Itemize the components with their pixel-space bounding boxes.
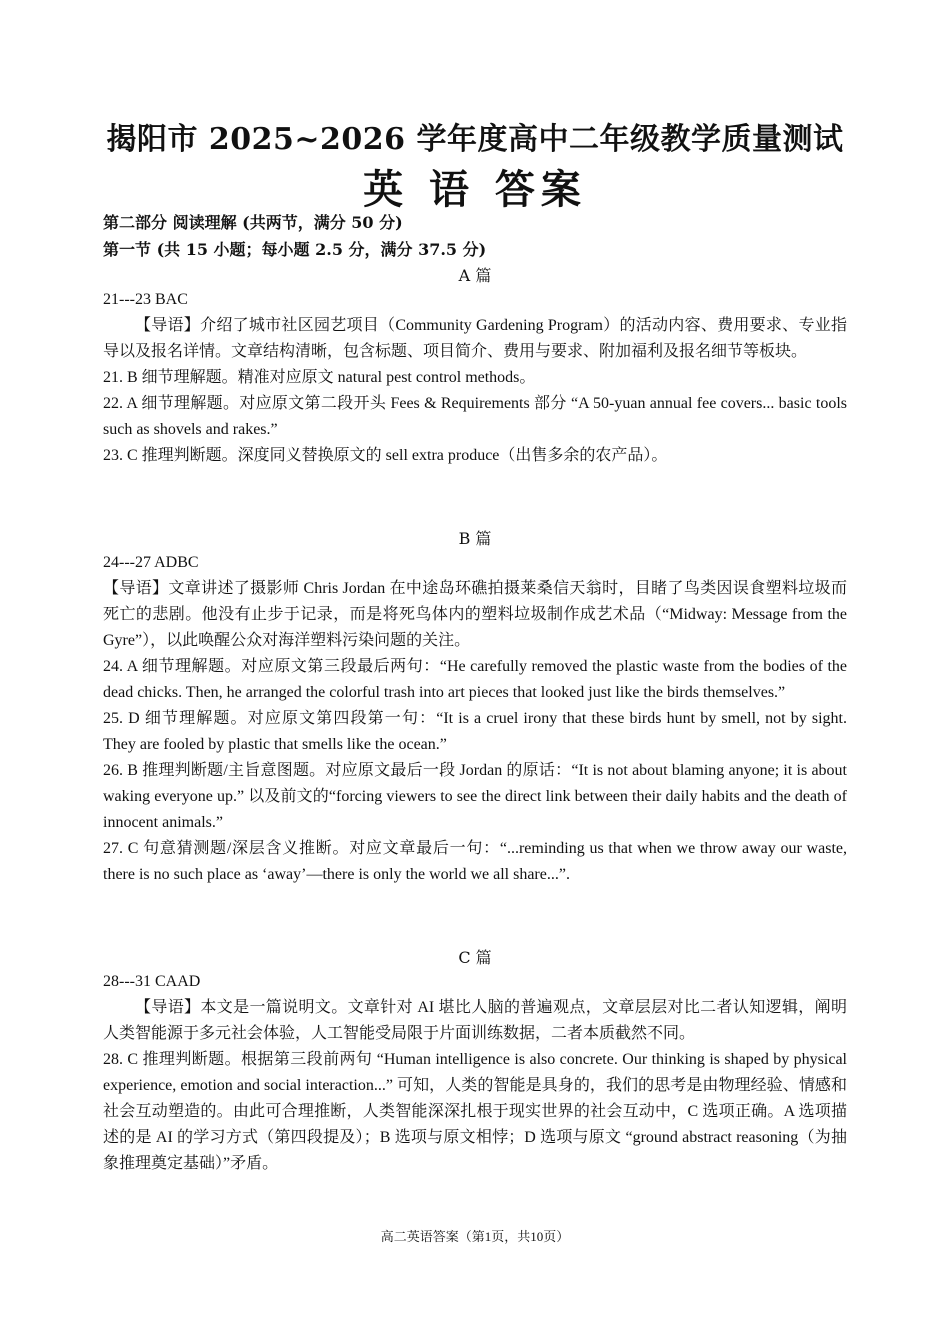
question-22-explanation: 22. A 细节理解题。对应原文第二段开头 Fees & Requirements 部分 “A 50-yuan annual fee covers... basic tools such as shovels and rakes.”	[103, 395, 847, 438]
passage-c-answers: 28---31 CAAD	[103, 973, 201, 990]
passage-a-heading: A 篇	[458, 266, 492, 285]
question-25-explanation: 25. D 细节理解题。对应原文第四段第一句：“It is a cruel irony that these birds hunt by smell, not by sight. They are fooled by plastic that smells like the ocean.”	[103, 710, 847, 753]
question-24-explanation: 24. A 细节理解题。对应原文第三段最后两句：“He carefully removed the plastic waste from the bodies of the dead chicks. Then, he arranged the colorful trash into art pieces that looked just like the birds themselves.”	[103, 658, 847, 701]
passage-c-block	[103, 969, 847, 1177]
passage-b-intro: 【导语】文章讲述了摄影师 Chris Jordan 在中途岛环礁拍摄莱桑信天翁时，目睹了鸟类因误食塑料垃圾而死亡的悲剧。他没有止步于记录，而是将死鸟体内的塑料垃圾制作成艺术品（“Midway: Message from the Gyre”），以此唤醒公众对海洋塑料污染问题的关注。	[103, 580, 847, 649]
passage-c-heading: C 篇	[458, 948, 492, 967]
question-26-explanation: 26. B 推理判断题/主旨意图题。对应原文最后一段 Jordan 的原话：“It is not about blaming anyone; it is about waking everyone up.” 以及前文的“forcing viewers to see the direct link between their daily habits and the death of innocent animals.”	[103, 762, 847, 831]
passage-a-block	[103, 287, 847, 469]
passage-a-intro: 【导语】介绍了城市社区园艺项目（Community Gardening Program）的活动内容、费用要求、专业指导以及报名详情。文章结构清晰，包含标题、项目简介、费用与要求、附加福利及报名细节等板块。	[103, 317, 847, 360]
page-footer: 高二英语答案（第1页，共10页）	[380, 1229, 570, 1244]
section-heading: 第一节 (共 15 小题；每小题 2.5 分，满分 37.5 分)	[103, 240, 487, 259]
page-subtitle: 英 语 答案	[363, 166, 587, 213]
passage-b-block	[103, 550, 847, 888]
question-27-explanation: 27. C 句意猜测题/深层含义推断。对应文章最后一句：“...reminding us that when we throw away our waste, there is no such place as ‘away’—there is only the world we all share...”.	[103, 840, 847, 883]
passage-b-heading: B 篇	[458, 529, 492, 548]
question-21-explanation: 21. B 细节理解题。精准对应原文 natural pest control methods。	[103, 369, 536, 386]
page-title: 揭阳市 2025~2026 学年度高中二年级教学质量测试	[106, 122, 844, 157]
part-heading: 第二部分 阅读理解 (共两节，满分 50 分)	[103, 213, 403, 232]
passage-a-answers: 21---23 BAC	[103, 291, 188, 308]
passage-c-intro: 【导语】本文是一篇说明文。文章针对 AI 堪比人脑的普遍观点，文章层层对比二者认知逻辑，阐明人类智能源于多元社会体验，人工智能受局限于片面训练数据，二者本质截然不同。	[103, 999, 847, 1042]
question-23-explanation: 23. C 推理判断题。深度同义替换原文的 sell extra produce（出售多余的农产品）。	[103, 447, 668, 464]
question-28-explanation: 28. C 推理判断题。根据第三段前两句 “Human intelligence is also concrete. Our thinking is shaped by physical experience, emotion and social interaction...” 可知，人类的智能是具身的，我们的思考是由物理经验、情感和社会互动塑造的。由此可合理推断，人类智能深深扎根于现实世界的社会互动中，C 选项正确。A 选项描述的是 AI 的学习方式（第四段提及）；B 选项与原文相悖；D 选项与原文 “ground abstract reasoning（为抽象推理奠定基础）”矛盾。	[103, 1051, 847, 1172]
passage-b-answers: 24---27 ADBC	[103, 554, 199, 571]
